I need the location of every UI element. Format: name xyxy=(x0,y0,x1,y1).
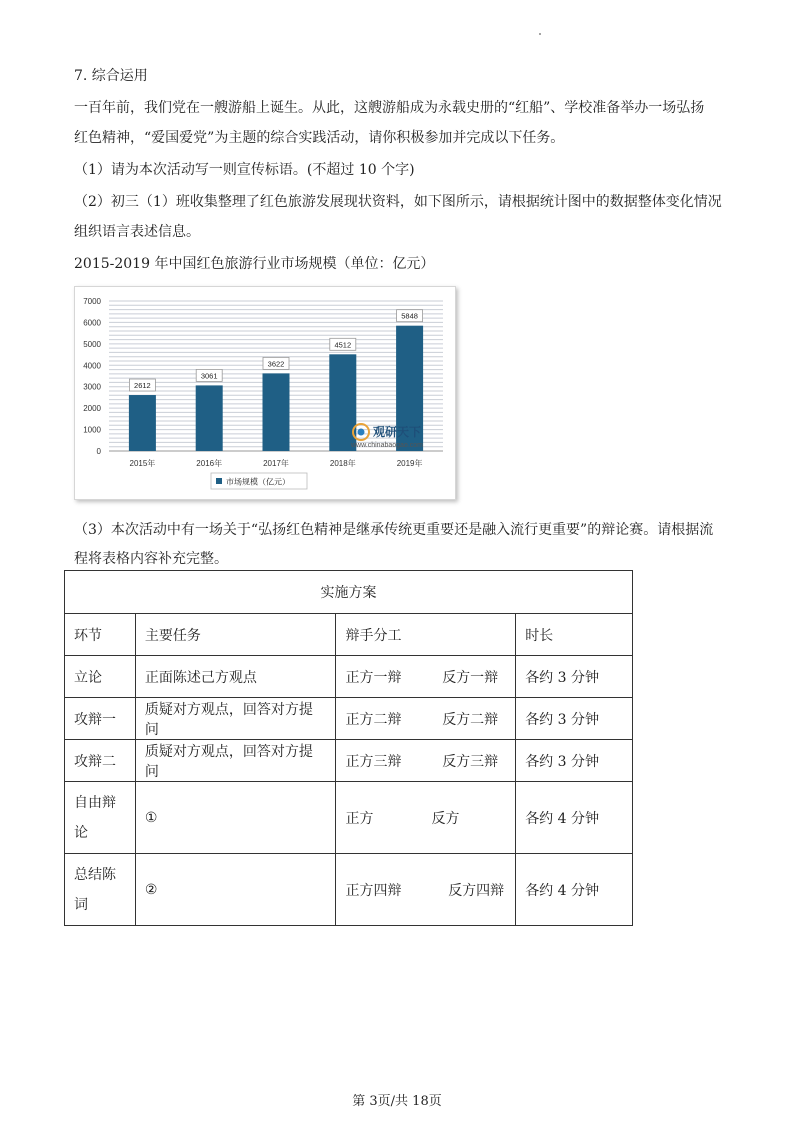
data-label: 5848 xyxy=(401,311,418,321)
header-stage: 环节 xyxy=(65,614,136,656)
chart-caption: 2015-2019 年中国红色旅游行业市场规模（单位：亿元） xyxy=(74,256,435,272)
row-stage xyxy=(65,854,136,926)
row-stage-line-2: 词 xyxy=(74,896,88,913)
y-tick-label: 2000 xyxy=(83,404,101,414)
watermark-brand: 观研天下 xyxy=(373,425,422,439)
watermark-url: www.chinabaogao.com xyxy=(351,442,423,449)
row-stage: 立论 xyxy=(65,656,136,698)
row-duration: 各约 3 分钟 xyxy=(516,698,633,740)
y-tick-label: 5000 xyxy=(83,339,101,349)
row-debaters xyxy=(336,740,516,782)
header-task: 主要任务 xyxy=(135,614,336,656)
y-tick-label: 1000 xyxy=(83,425,101,435)
page-footer: 第 3页/共 18页 xyxy=(352,1094,442,1109)
bar-chart-svg xyxy=(75,287,455,499)
y-tick-label: 6000 xyxy=(83,318,101,328)
y-tick-label: 3000 xyxy=(83,382,101,392)
y-tick-label: 7000 xyxy=(83,297,101,306)
row-duration: 各约 3 分钟 xyxy=(516,740,633,782)
row-stage-line-1: 自由辩 xyxy=(74,794,116,811)
table-row xyxy=(65,740,633,782)
debate-plan-table xyxy=(64,570,633,926)
row-debaters xyxy=(336,854,516,926)
table-row xyxy=(65,782,633,854)
row-duration: 各约 4 分钟 xyxy=(516,782,633,854)
x-tick-label: 2015年 xyxy=(129,459,156,468)
task-2-line-1: （2）初三（1）班收集整理了红色旅游发展现状资料，如下图所示，请根据统计图中的数据整体变化情况 xyxy=(74,194,722,210)
task-3-line-2: 程将表格内容补充完整。 xyxy=(74,551,228,567)
y-tick-label: 0 xyxy=(96,447,101,456)
row-stage xyxy=(65,782,136,854)
row-task: 质疑对方观点，回答对方提问 xyxy=(135,698,336,740)
task-3-line-1: （3）本次活动中有一场关于“弘扬红色精神是继承传统更重要还是融入流行更重要”的辩论赛。请根据流 xyxy=(74,522,714,538)
row-debaters xyxy=(336,782,516,854)
con-debater: 反方二辩 xyxy=(442,711,499,728)
bar xyxy=(263,373,290,451)
con-debater: 反方 xyxy=(431,810,460,827)
bar xyxy=(329,354,356,451)
x-tick-label: 2019年 xyxy=(396,459,423,468)
row-task-blank-1: ① xyxy=(135,782,336,854)
data-label: 3622 xyxy=(267,359,285,369)
x-tick-label: 2018年 xyxy=(329,459,356,468)
task-1: （1）请为本次活动写一则宣传标语。(不超过 10 个字) xyxy=(74,162,415,178)
pro-debater: 正方四辩 xyxy=(345,882,402,899)
intro-line-1: 一百年前，我们党在一艘游船上诞生。从此，这艘游船成为永载史册的“红船”、学校准备举办一场弘扬 xyxy=(74,100,705,116)
row-stage-line-1: 总结陈 xyxy=(74,866,116,883)
pro-debater: 正方 xyxy=(345,810,374,827)
row-task: 正面陈述己方观点 xyxy=(135,656,336,698)
y-tick-label: 4000 xyxy=(83,361,101,371)
question-title: 7. 综合运用 xyxy=(74,68,148,84)
pro-debater: 正方二辩 xyxy=(345,711,402,728)
data-label: 4512 xyxy=(334,340,352,350)
row-debaters xyxy=(336,698,516,740)
data-label: 3061 xyxy=(200,371,218,381)
row-stage: 攻辩一 xyxy=(65,698,136,740)
table-title: 实施方案 xyxy=(65,571,633,614)
task-2-line-2: 组织语言表述信息。 xyxy=(74,224,200,240)
table-header-row xyxy=(65,614,633,656)
table-row xyxy=(65,854,633,926)
x-tick-label: 2017年 xyxy=(263,459,289,468)
row-stage: 攻辩二 xyxy=(65,740,136,782)
table-row xyxy=(65,698,633,740)
bar xyxy=(129,395,156,451)
bar xyxy=(196,385,223,451)
pro-debater: 正方一辩 xyxy=(345,669,402,686)
table-title-row xyxy=(65,571,633,614)
legend-swatch xyxy=(216,478,222,484)
legend-label: 市场规模（亿元） xyxy=(226,477,290,487)
scan-speck xyxy=(539,33,541,35)
row-duration: 各约 3 分钟 xyxy=(516,656,633,698)
row-task: 质疑对方观点，回答对方提问 xyxy=(135,740,336,782)
row-duration: 各约 4 分钟 xyxy=(516,854,633,926)
watermark-logo-dot-icon xyxy=(358,429,365,436)
con-debater: 反方一辩 xyxy=(442,669,499,686)
header-debaters: 辩手分工 xyxy=(336,614,516,656)
con-debater: 反方三辩 xyxy=(442,753,499,770)
row-debaters xyxy=(336,656,516,698)
pro-debater: 正方三辩 xyxy=(345,753,402,770)
table-row xyxy=(65,656,633,698)
row-stage-line-2: 论 xyxy=(74,824,88,841)
header-duration: 时长 xyxy=(516,614,633,656)
data-label: 2612 xyxy=(134,381,151,391)
row-task-blank-2: ② xyxy=(135,854,336,926)
con-debater: 反方四辩 xyxy=(448,882,505,899)
intro-line-2: 红色精神，“爱国爱党”为主题的综合实践活动，请你积极参加并完成以下任务。 xyxy=(74,130,565,146)
x-tick-label: 2016年 xyxy=(196,459,223,468)
bar-chart xyxy=(74,286,456,500)
